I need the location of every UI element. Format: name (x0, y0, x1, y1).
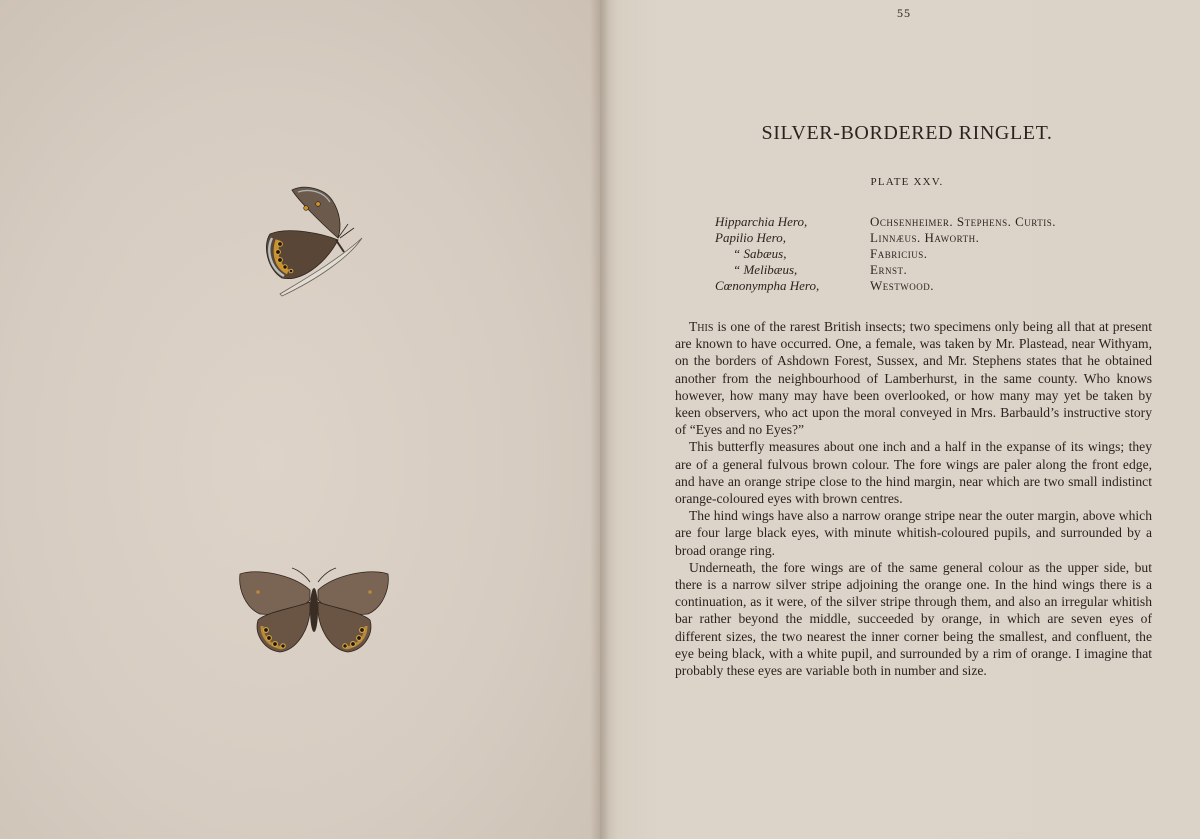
synonym-row (715, 230, 1165, 246)
synonym-row (715, 278, 1165, 294)
paragraph-lead: This (689, 319, 714, 334)
synonym-authors: Ernst. (870, 262, 908, 277)
paragraph (675, 318, 1152, 438)
forewing (292, 187, 340, 238)
synonym-authors: Ochsenheimer. Stephens. Curtis. (870, 214, 1057, 229)
synonym-authors: Westwood. (870, 278, 935, 293)
synonym-name: Hipparchia Hero, (715, 214, 808, 229)
page-number-text: 55 (897, 6, 911, 20)
synonym-name: “ Melibæus, (733, 262, 798, 277)
paragraph-text: This butterfly measures about one inch and a half in the expanse of its wings; they are of a general fulvous brown colour. The fore wings are paler along the front edge, and have an orange stripe close to the hind margin, near which are two small indistinct orange-coloured eyes with brown centres. (675, 439, 1152, 507)
paragraph-text: Underneath, the fore wings are of the same general colour as the upper side, but there is a narrow silver stripe adjoining the orange one. In the hind wings there is a continuation, as it were, of the silver stripe through them, and also an irregular whitish bar rather beyond the middle, succeeded by orange, in which are seven eyes of different sizes, the two nearest the inner corner being the smallest, and confluent, the eye being black, with a white pupil, and surrounded by a rim of orange. I imagine that probably these eyes are variable both in number and size. (675, 559, 1152, 679)
synonymy-list (715, 214, 1165, 294)
article-body (675, 318, 1152, 679)
synonym-authors: Fabricius. (870, 246, 928, 261)
synonym-name: “ Sabæus, (733, 246, 787, 261)
synonym-authors: Linnæus. Haworth. (870, 230, 980, 245)
article-title: SILVER-BORDERED RINGLET. (761, 122, 1053, 144)
paragraph-text: is one of the rarest British insects; two specimens only being all that at present are known to have occurred. One, a female, was taken by Mr. Plastead, near Withyam, on the borders of Ashdown Forest, Sussex, and Mr. Stephens states that he obtained another from the neighbourhood of Lamberhurst, in the same county. Who knows however, how many may have been overlooked, or how many may yet be taken by keen observers, who act upon the moral conveyed in Mrs. Barbauld’s instructive story of “Eyes and no Eyes?” (675, 319, 1152, 438)
paragraph (675, 438, 1152, 507)
synonym-row (715, 262, 1165, 278)
synonym-name: Papilio Hero, (715, 230, 787, 245)
synonym-name: Cœnonympha Hero, (715, 278, 820, 293)
body (310, 588, 318, 632)
paragraph-text: The hind wings have also a narrow orange stripe near the outer margin, above which are four large black eyes, with minute whitish-coloured pupils, and surrounded by a broad orange ring. (675, 508, 1152, 558)
paragraph (675, 507, 1152, 559)
paragraph (675, 559, 1152, 679)
synonym-row (715, 246, 1165, 262)
synonym-row (715, 214, 1165, 230)
butterfly-upperside-illustration (236, 566, 392, 658)
butterfly-underside-illustration (258, 182, 368, 300)
plate-label: PLATE XXV. (870, 176, 944, 188)
